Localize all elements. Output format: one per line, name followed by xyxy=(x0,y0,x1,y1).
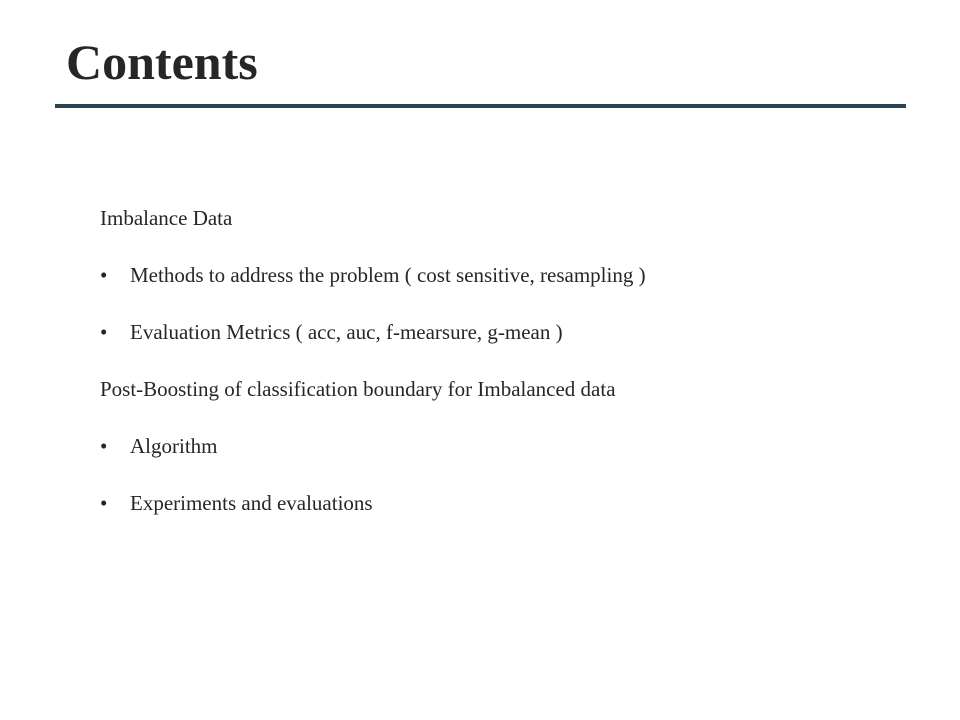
slide-title: Contents xyxy=(66,34,258,90)
outline-list xyxy=(100,201,900,543)
bullet-item-text: Methods to address the problem ( cost sensitive, resampling ) xyxy=(130,263,646,287)
bullet-icon: • xyxy=(100,263,108,287)
bullet-item-text: Evaluation Metrics ( acc, auc, f-mearsure, g-mean ) xyxy=(130,320,563,344)
bullet-item-text: Algorithm xyxy=(130,434,218,458)
bullet-icon: • xyxy=(100,434,108,458)
section-heading-text: Post-Boosting of classification boundary for Imbalanced data xyxy=(100,377,616,401)
bullet-item-evaluation-metrics xyxy=(100,315,900,372)
bullet-icon: • xyxy=(100,491,108,515)
title-divider xyxy=(55,104,906,108)
bullet-item-text: Experiments and evaluations xyxy=(130,491,373,515)
section-heading-imbalance-data xyxy=(100,201,900,258)
bullet-item-algorithm xyxy=(100,429,900,486)
bullet-item-experiments xyxy=(100,486,900,543)
bullet-item-methods xyxy=(100,258,900,315)
section-heading-text: Imbalance Data xyxy=(100,206,233,230)
section-heading-post-boosting xyxy=(100,372,900,429)
bullet-icon: • xyxy=(100,320,108,344)
